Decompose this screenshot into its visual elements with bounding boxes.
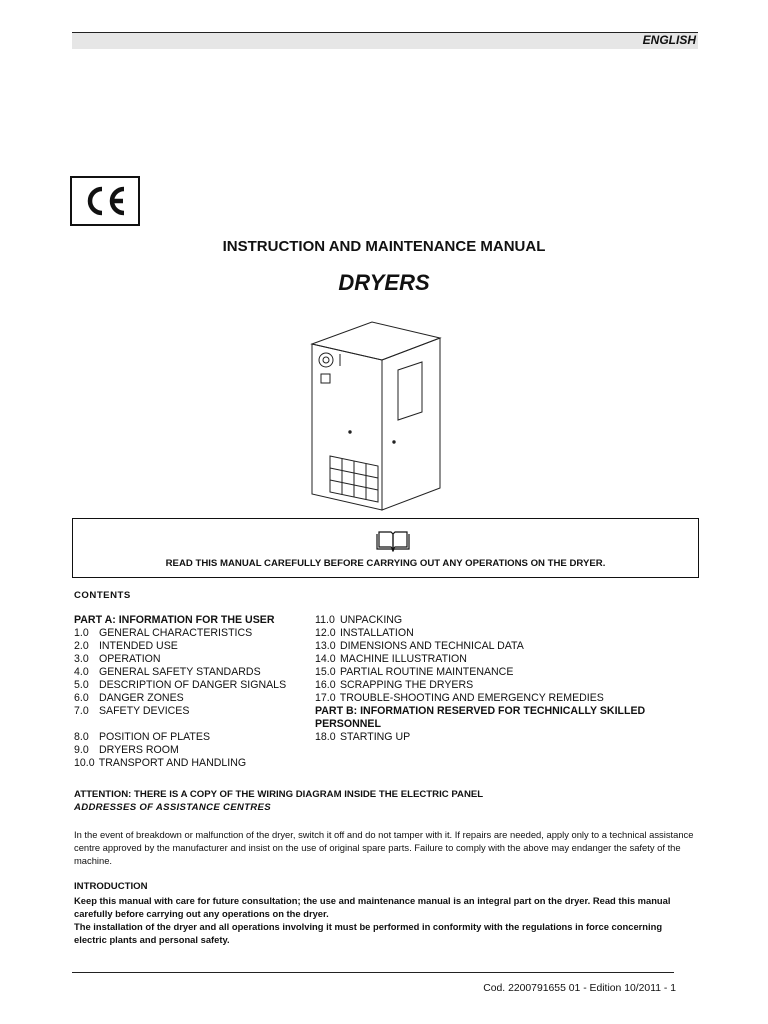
read-manual-notice: READ THIS MANUAL CAREFULLY BEFORE CARRYING OUT ANY OPERATIONS ON THE DRYER. <box>165 558 606 569</box>
toc-item: 1.0 GENERAL CHARACTERISTICS <box>74 627 253 639</box>
part-b-heading: PART B: INFORMATION RESERVED FOR TECHNICALLY SKILLED <box>315 705 646 717</box>
introduction-line: The installation of the dryer and all operations involving it must be performed in conformity with the regulations in force concerning electric plants and personal safety. <box>74 921 663 945</box>
contents-heading: CONTENTS <box>74 590 131 601</box>
introduction-heading: INTRODUCTION <box>74 881 148 892</box>
contents-right-column <box>315 614 645 744</box>
toc-item: 18.0 STARTING UP <box>315 731 411 743</box>
toc-item: 13.0 DIMENSIONS AND TECHNICAL DATA <box>315 640 524 652</box>
product-name: DRYERS <box>338 270 430 295</box>
dryer-illustration <box>310 320 442 514</box>
part-b-heading-cont: PERSONNEL <box>315 718 381 730</box>
toc-item: 6.0 DANGER ZONES <box>74 692 184 704</box>
introduction-line: Keep this manual with care for future consultation; the use and maintenance manual is an integral part on the dryer. Read this manual carefully before carrying out any operations on the dryer. <box>74 895 671 919</box>
toc-item: 3.0 OPERATION <box>74 653 161 665</box>
manual-title: INSTRUCTION AND MAINTENANCE MANUAL <box>222 238 546 255</box>
toc-item: 7.0 SAFETY DEVICES <box>74 705 190 717</box>
assistance-paragraph: In the event of breakdown or malfunction of the dryer, switch it off and do not tamper with it. If repairs are needed, apply only to a technical assistance centre approved by the manufacturer and insist on the use of original spare parts. Failure to comply with the above may endanger the safety of the machine. <box>74 829 694 866</box>
ce-mark-icon <box>70 176 140 226</box>
toc-item: 9.0 DRYERS ROOM <box>74 744 179 756</box>
toc-item: 2.0 INTENDED USE <box>74 640 178 652</box>
document-code: Cod. 2200791655 01 - Edition 10/2011 - 1 <box>483 983 676 994</box>
toc-item: 11.0 UNPACKING <box>315 614 403 626</box>
footer-rule <box>72 972 674 973</box>
language-label: ENGLISH <box>642 33 696 47</box>
toc-item: 8.0 POSITION OF PLATES <box>74 731 211 743</box>
toc-item: 4.0 GENERAL SAFETY STANDARDS <box>74 666 261 678</box>
toc-item: 10.0 TRANSPORT AND HANDLING <box>74 757 247 769</box>
toc-item: 16.0 SCRAPPING THE DRYERS <box>315 679 474 691</box>
book-icon <box>375 530 411 557</box>
toc-item: 12.0 INSTALLATION <box>315 627 414 639</box>
toc-item: 14.0 MACHINE ILLUSTRATION <box>315 653 467 665</box>
toc-item: 17.0 TROUBLE-SHOOTING AND EMERGENCY REMEDIES <box>315 692 604 704</box>
attention-note: ATTENTION: THERE IS A COPY OF THE WIRING DIAGRAM INSIDE THE ELECTRIC PANEL <box>74 789 484 800</box>
part-a-heading: PART A: INFORMATION FOR THE USER <box>74 614 275 626</box>
addresses-heading: ADDRESSES OF ASSISTANCE CENTRES <box>74 802 271 813</box>
toc-item: 15.0 PARTIAL ROUTINE MAINTENANCE <box>315 666 514 678</box>
header-bar <box>72 32 698 49</box>
introduction-text <box>74 894 694 946</box>
contents-left-column <box>74 614 286 770</box>
toc-item: 5.0 DESCRIPTION OF DANGER SIGNALS <box>74 679 287 691</box>
